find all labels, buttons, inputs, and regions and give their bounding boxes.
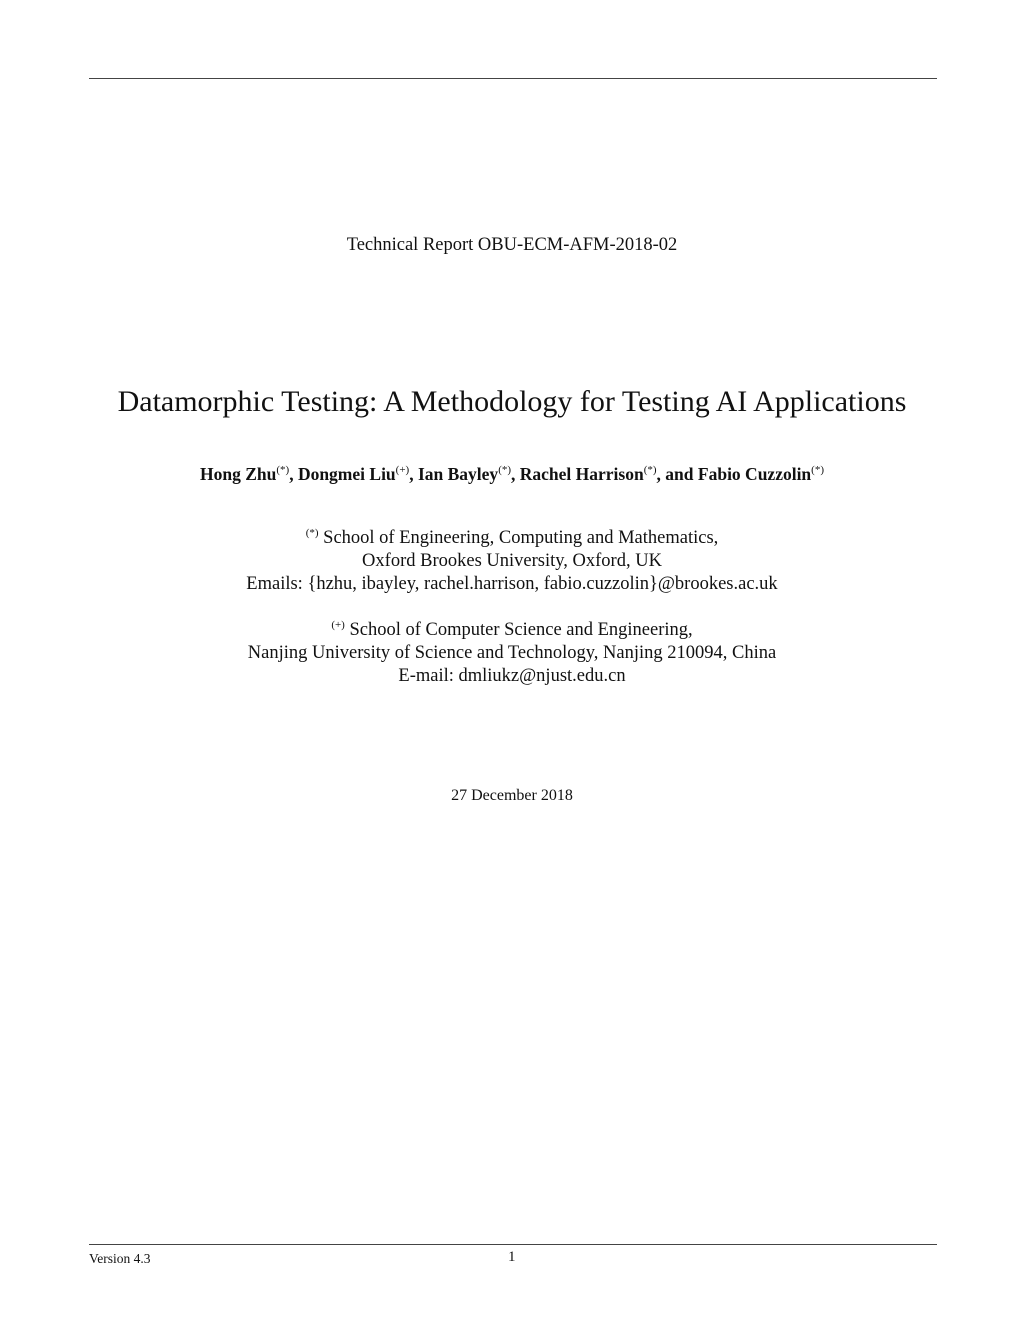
author-name: Dongmei Liu — [297, 464, 396, 484]
author-name: Rachel Harrison — [519, 464, 644, 484]
author-name: Ian Bayley — [417, 464, 499, 484]
author-name: Hong Zhu — [200, 464, 277, 484]
author-affiliation-mark: (*) — [643, 464, 657, 476]
footer-version: Version 4.3 — [89, 1251, 151, 1266]
author-separator: , — [409, 464, 418, 484]
author-affiliation-mark: (*) — [276, 464, 290, 476]
author-affiliation-mark: (+) — [395, 464, 410, 476]
affiliation-emails: Emails: {hzhu, ibayley, rachel.harrison, fabio.cuzzolin}@brookes.ac.uk — [246, 574, 778, 594]
affiliation-institution: Nanjing University of Science and Technology, Nanjing 210094, China — [247, 643, 777, 663]
affiliation-oxford-brookes — [0, 527, 1024, 596]
paper-title: Datamorphic Testing: A Methodology for Testing AI Applications — [117, 385, 907, 418]
author-affiliation-mark: (*) — [498, 464, 512, 476]
author-separator: , and — [656, 464, 698, 484]
page-number: 1 — [508, 1249, 516, 1265]
affiliation-mark: (+) — [331, 619, 345, 631]
author-name: Fabio Cuzzolin — [697, 464, 812, 484]
report-id: Technical Report OBU-ECM-AFM-2018-02 — [346, 235, 678, 255]
affiliation-department: (*) School of Engineering, Computing and Mathematics, — [305, 527, 719, 548]
affiliation-mark: (*) — [305, 527, 319, 539]
affiliation-email: E-mail: dmliukz@njust.edu.cn — [398, 666, 626, 686]
footer-rule — [89, 1244, 937, 1245]
affiliation-institution: Oxford Brookes University, Oxford, UK — [362, 551, 662, 571]
report-date: 27 December 2018 — [451, 787, 573, 804]
affiliation-department: (+) School of Computer Science and Engineering, — [331, 619, 693, 640]
author-separator: , — [511, 464, 520, 484]
affiliation-nanjing — [0, 619, 1024, 688]
header-rule — [89, 78, 937, 79]
author-separator: , — [289, 464, 298, 484]
author-list — [0, 464, 1024, 485]
author-affiliation-mark: (*) — [811, 464, 824, 476]
